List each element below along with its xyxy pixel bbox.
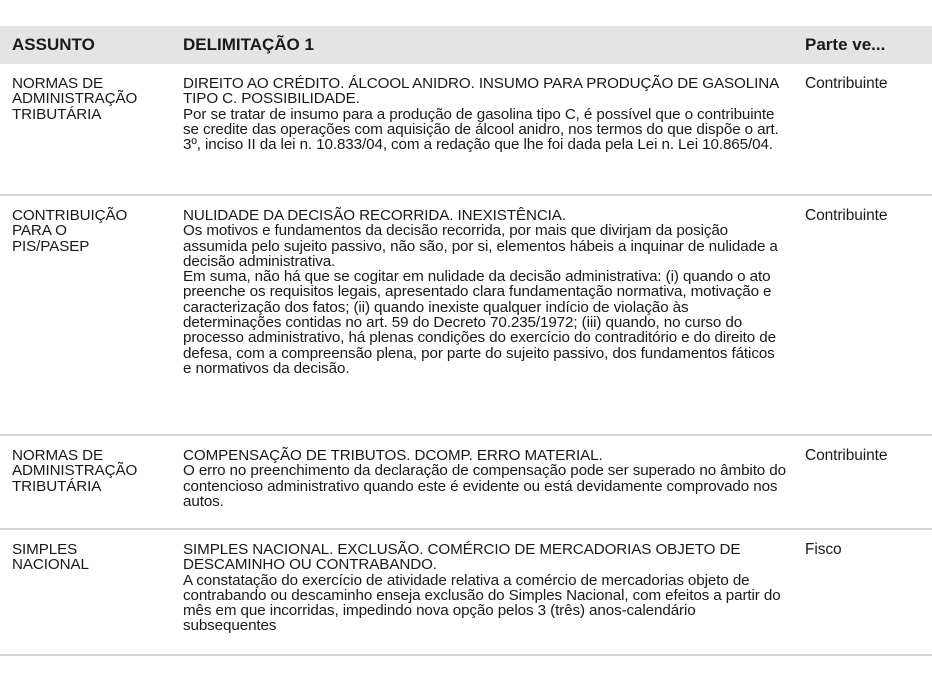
results-table xyxy=(0,26,932,656)
parte-cell: Contribuinte xyxy=(805,75,888,92)
table-row[interactable] xyxy=(0,530,932,656)
delimitacao-title: COMPENSAÇÃO DE TRIBUTOS. DCOMP. ERRO MATERIAL. xyxy=(183,447,603,464)
table-row[interactable] xyxy=(0,436,932,530)
delimitacao-cell xyxy=(171,530,793,634)
parte-cell: Contribuinte xyxy=(805,447,888,464)
column-header-parte[interactable]: Parte ve... xyxy=(805,35,886,54)
assunto-cell xyxy=(0,530,171,573)
delimitacao-body: Por se tratar de insumo para a produção de gasolina tipo C, é possível que o contribuinte se credite das operações com aquisição de álcool anidro, nos termos do que dispõe o art. 3º, inciso II da lei n. 10.833/04, com a redação que lhe foi dada pela Lei n. Lei 10.865/04. xyxy=(183,105,779,154)
assunto-cell xyxy=(0,64,171,122)
delimitacao-title: NULIDADE DA DECISÃO RECORRIDA. INEXISTÊNCIA. xyxy=(183,207,566,224)
column-header-delimitacao[interactable]: DELIMITAÇÃO 1 xyxy=(183,35,314,54)
assunto-text: CONTRIBUIÇÃO PARA O PIS/PASEP xyxy=(12,207,128,255)
table-header xyxy=(0,26,932,64)
delimitacao-title: DIREITO AO CRÉDITO. ÁLCOOL ANIDRO. INSUMO PARA PRODUÇÃO DE GASOLINA TIPO C. POSSIBILIDADE. xyxy=(183,75,779,108)
delimitacao-cell xyxy=(171,64,793,152)
assunto-text: NORMAS DE ADMINISTRAÇÃO TRIBUTÁRIA xyxy=(12,447,138,495)
delimitacao-body: A constatação do exercício de atividade relativa a comércio de mercadorias objeto de contrabando ou descaminho enseja exclusão do Simples Nacional, com efeitos a partir do mês em que incorridas, impedindo nova opção pelos 3 (três) anos-calendário subsequentes xyxy=(183,571,781,635)
table-row[interactable] xyxy=(0,196,932,436)
assunto-text: NORMAS DE ADMINISTRAÇÃO TRIBUTÁRIA xyxy=(12,75,138,123)
assunto-cell xyxy=(0,436,171,494)
delimitacao-body: O erro no preenchimento da declaração de compensação pode ser superado no âmbito do contencioso administrativo quando este é evidente ou está devidamente comprovado nos autos. xyxy=(183,462,786,510)
delimitacao-body: Os motivos e fundamentos da decisão recorrida, por mais que divirjam da posição assumida pelo sujeito passivo, não são, por si, elementos hábeis a inquinar de nulidade a decisão administrativa. Em suma, não há que se cogitar em nulidade da decisão administrativa: (i) quando o ato preenche os requisitos legais, apresentado clara fundamentação normativa, motivação e caracterização dos fatos; (ii) quando inexiste qualquer indício de violação às determinações contidas no art. 59 do Decreto 70.235/1972; (iii) quando, no curso do processo administrativo, há plenas condições do exercício do contraditório e do direito de defesa, com a compreensão plena, por parte do sujeito passivo, dos fundamentos fáticos e normativos da decisão. xyxy=(183,222,778,377)
table-row[interactable] xyxy=(0,64,932,196)
assunto-cell xyxy=(0,196,171,254)
parte-cell: Fisco xyxy=(805,541,842,558)
delimitacao-title: SIMPLES NACIONAL. EXCLUSÃO. COMÉRCIO DE MERCADORIAS OBJETO DE DESCAMINHO OU CONTRABANDO. xyxy=(183,541,741,574)
parte-cell: Contribuinte xyxy=(805,207,888,224)
column-header-assunto[interactable]: ASSUNTO xyxy=(12,35,95,54)
assunto-text: SIMPLES NACIONAL xyxy=(12,541,89,574)
delimitacao-cell xyxy=(171,436,793,509)
delimitacao-cell xyxy=(171,196,793,376)
